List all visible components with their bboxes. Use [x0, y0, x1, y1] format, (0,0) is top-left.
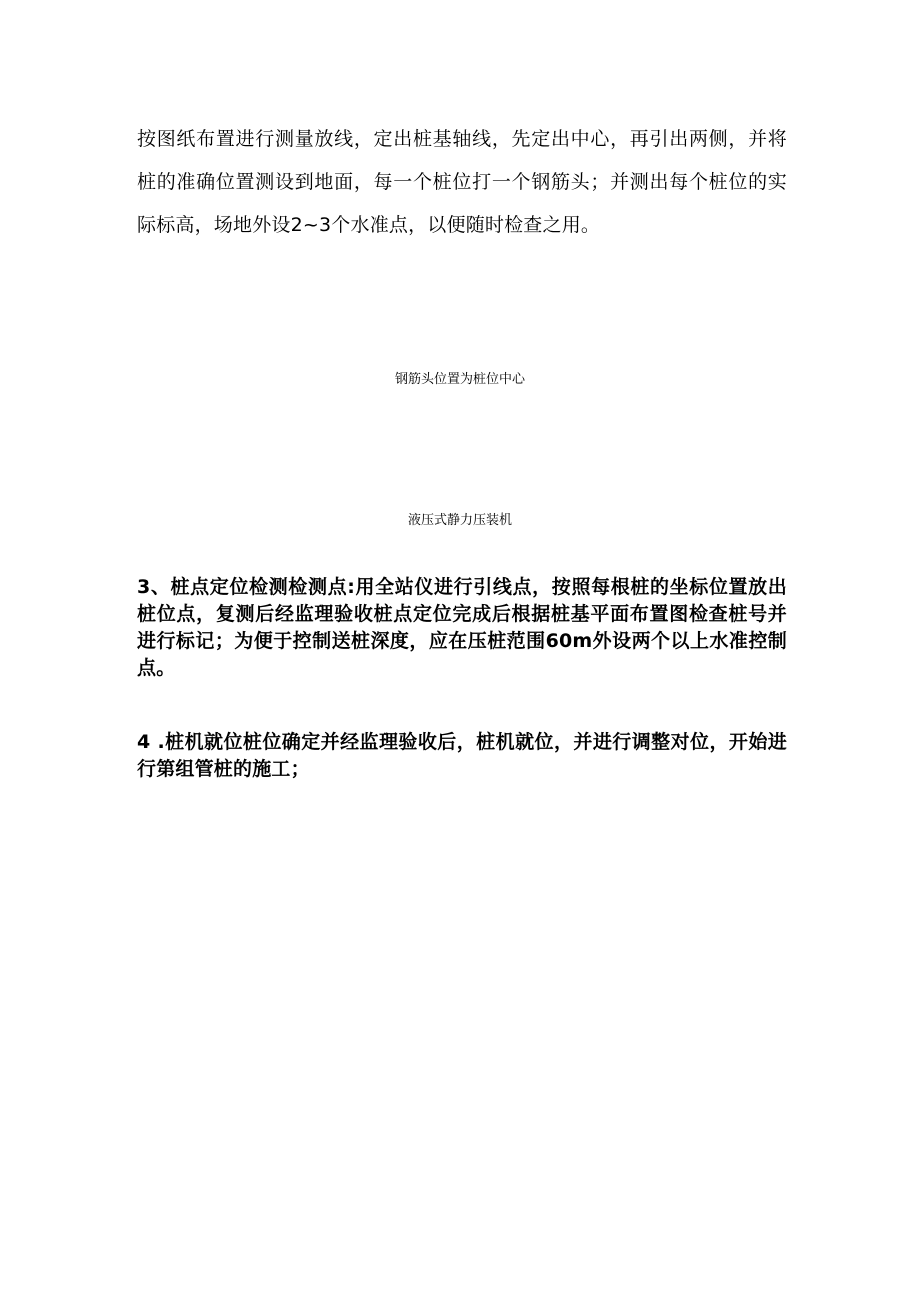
figure-caption-rebar-head: 钢筋头位置为桩位中心 — [394, 372, 525, 387]
paragraph-pile-machine-positioning: 4 .桩机就位桩位确定并经监理验收后，桩机就位，并进行调整对位，开始进行第组管桩的施工； — [137, 731, 787, 780]
paragraph-survey-layout: 按图纸布置进行测量放线，定出桩基轴线，先定出中心，再引出两侧，并将桩的准确位置测设到地面，每一个桩位打一个钢筋头；并测出每个桩位的实际标高，场地外设2~3个水准点，以便随时检查之用。 — [137, 128, 787, 236]
figure-caption-pile-driver: 液压式静力压装机 — [407, 513, 512, 528]
paragraph-pile-point-positioning: 3、桩点定位检测检测点:用全站仪进行引线点，按照每根桩的坐标位置放出桩位点，复测后经监理验收桩点定位完成后根据桩基平面布置图检查桩号并进行标记；为便于控制送桩深度，应在压桩范围60m外设两个以上水准控制点。 — [137, 576, 787, 679]
